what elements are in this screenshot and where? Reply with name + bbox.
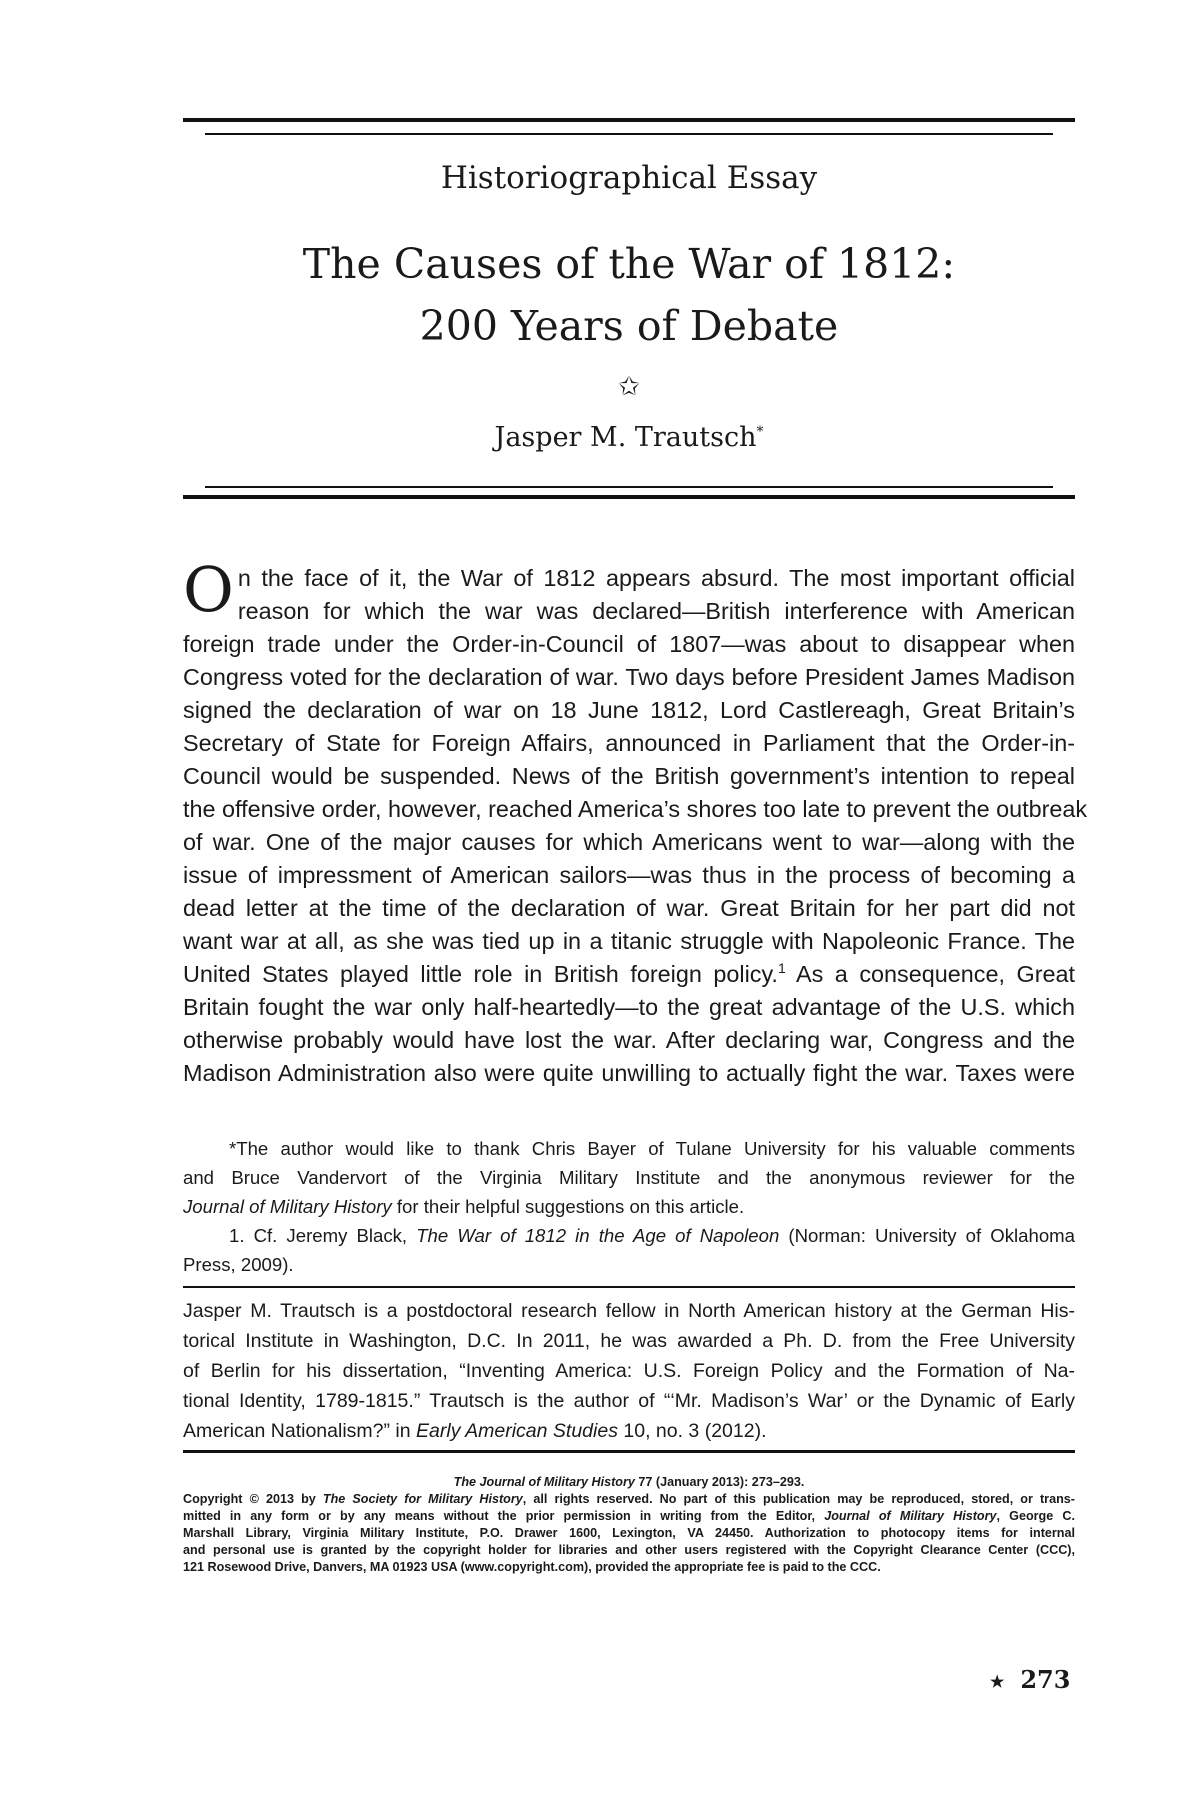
copyright-text: , all rights reserved. No part of this publication may be reproduced, stored, or trans- bbox=[522, 1492, 1075, 1506]
bottom-header-rule-thin bbox=[205, 486, 1053, 488]
body-line: signed the declaration of war on 18 June 1812, Lord Castlereagh, Great Britain’s bbox=[183, 697, 1075, 723]
journal-title: The Journal of Military History bbox=[453, 1475, 635, 1489]
author-line bbox=[183, 422, 1075, 453]
body-line: of war. One of the major causes for which Americans went to war—along with the bbox=[183, 829, 1075, 855]
footnote-text: for their helpful suggestions on this article. bbox=[391, 1196, 745, 1217]
top-rule-thin bbox=[205, 133, 1053, 135]
author-bio bbox=[183, 1296, 1075, 1446]
star-icon: ★ bbox=[990, 1672, 1005, 1691]
bio-line bbox=[183, 1416, 1075, 1446]
body-line: want war at all, as she was tied up in a titanic struggle with Napoleonic France. The bbox=[183, 928, 1075, 954]
footnote-text: (Norman: University of Oklahoma bbox=[779, 1225, 1075, 1246]
body-line: Madison Administration also were quite unwilling to actually fight the war. Taxes were bbox=[183, 1060, 1075, 1086]
journal-title: Journal of Military History bbox=[183, 1196, 392, 1217]
body-line: Britain fought the war only half-heartedly—to the great advantage of the U.S. which bbox=[183, 994, 1075, 1020]
copyright-line: and personal use is granted by the copyright holder for libraries and other users registered with the Copyright Clearance Center (CCC), bbox=[183, 1543, 1075, 1557]
copyright-text: mitted in any form or by any means without the prior permission in writing from the Editor, bbox=[183, 1509, 825, 1523]
copyright-line: Marshall Library, Virginia Military Institute, P.O. Drawer 1600, Lexington, VA 24450. Authorization to photocopy items for internal bbox=[183, 1526, 1075, 1540]
bio-rule-top bbox=[183, 1286, 1075, 1288]
copyright-line bbox=[183, 1508, 1075, 1525]
bio-line: Jasper M. Trautsch is a postdoctoral research fellow in North American history at the German His- bbox=[183, 1300, 1075, 1322]
body-line-tail: As a consequence, Great bbox=[785, 961, 1076, 987]
journal-citation bbox=[183, 1474, 1075, 1491]
body-line: Secretary of State for Foreign Affairs, announced in Parliament that the Order-in- bbox=[183, 730, 1075, 756]
body-line: n the face of it, the War of 1812 appears absurd. The most important official bbox=[237, 565, 1075, 591]
page-number: 273 bbox=[1020, 1665, 1071, 1694]
copyright-text: , George C. bbox=[996, 1509, 1075, 1523]
body-line-text: United States played little role in British foreign policy. bbox=[183, 961, 778, 987]
copyright-line: 121 Rosewood Drive, Danvers, MA 01923 USA (www.copyright.com), provided the appropriate fee is paid to the CCC. bbox=[183, 1560, 881, 1574]
footnote-star-line: and Bruce Vandervort of the Virginia Military Institute and the anonymous reviewer for the bbox=[183, 1167, 1075, 1188]
copyright-line bbox=[183, 1491, 1075, 1508]
footnote-text: 1. Cf. Jeremy Black, bbox=[229, 1225, 417, 1246]
footnotes bbox=[183, 1134, 1075, 1279]
body-line: foreign trade under the Order-in-Council of 1807—was about to disappear when bbox=[183, 631, 1075, 657]
footnote-ref-1: 1 bbox=[777, 960, 786, 977]
copyright-text: Copyright © 2013 by bbox=[183, 1492, 323, 1506]
essay-kicker: Historiographical Essay bbox=[440, 160, 818, 196]
body-line: the offensive order, however, reached America’s shores too late to prevent the outbreak bbox=[183, 796, 1088, 822]
body-line: Council would be suspended. News of the British government’s intention to repeal bbox=[183, 763, 1075, 789]
journal-title: Journal of Military History bbox=[824, 1509, 997, 1523]
article-body bbox=[183, 553, 1088, 1090]
body-line: reason for which the war was declared—British interference with American bbox=[237, 598, 1075, 624]
bio-line: torical Institute in Washington, D.C. In 2011, he was awarded a Ph. D. from the Free University bbox=[183, 1330, 1075, 1352]
drop-cap: O bbox=[183, 553, 234, 626]
footnote-1-continued: Press, 2009). bbox=[183, 1254, 294, 1275]
body-line: dead letter at the time of the declaration of war. Great Britain for her part did not bbox=[183, 895, 1075, 921]
author-name: Jasper M. Trautsch bbox=[494, 422, 757, 453]
society-name: The Society for Military History bbox=[322, 1492, 523, 1506]
body-line-with-note bbox=[183, 958, 1075, 991]
bio-text: 10, no. 3 (2012). bbox=[617, 1420, 767, 1442]
body-line: issue of impressment of American sailors—was thus in the process of becoming a bbox=[183, 862, 1075, 888]
article-title-line-1: The Causes of the War of 1812: bbox=[302, 240, 956, 288]
bottom-header-rule-thick bbox=[183, 495, 1075, 499]
copyright-block bbox=[183, 1474, 1075, 1576]
article-title-line-2: 200 Years of Debate bbox=[419, 302, 839, 350]
author-footnote-mark: * bbox=[756, 424, 764, 440]
page-footer bbox=[990, 1665, 1070, 1694]
top-rule-thick bbox=[183, 118, 1075, 122]
journal-title: Early American Studies bbox=[416, 1420, 618, 1442]
bio-line: of Berlin for his dissertation, “Inventing America: U.S. Foreign Policy and the Formation of Na- bbox=[183, 1360, 1075, 1382]
bio-line: tional Identity, 1789-1815.” Trautsch is the author of “‘Mr. Madison’s War’ or the Dynamic of Early bbox=[183, 1390, 1075, 1412]
footnote-star-line bbox=[183, 1192, 1075, 1221]
star-ornament-icon: ✩ bbox=[618, 372, 640, 402]
footnote-1 bbox=[183, 1221, 1075, 1250]
bio-rule-bottom bbox=[183, 1450, 1075, 1453]
body-line: otherwise probably would have lost the war. After declaring war, Congress and the bbox=[183, 1027, 1075, 1053]
book-title: The War of 1812 in the Age of Napoleon bbox=[416, 1225, 780, 1246]
footnote-star-line: *The author would like to thank Chris Bayer of Tulane University for his valuable comments bbox=[229, 1138, 1075, 1159]
body-line: Congress voted for the declaration of war. Two days before President James Madison bbox=[183, 664, 1075, 690]
bio-text: American Nationalism?” in bbox=[183, 1420, 417, 1442]
citation-text: 77 (January 2013): 273–293. bbox=[634, 1475, 805, 1489]
